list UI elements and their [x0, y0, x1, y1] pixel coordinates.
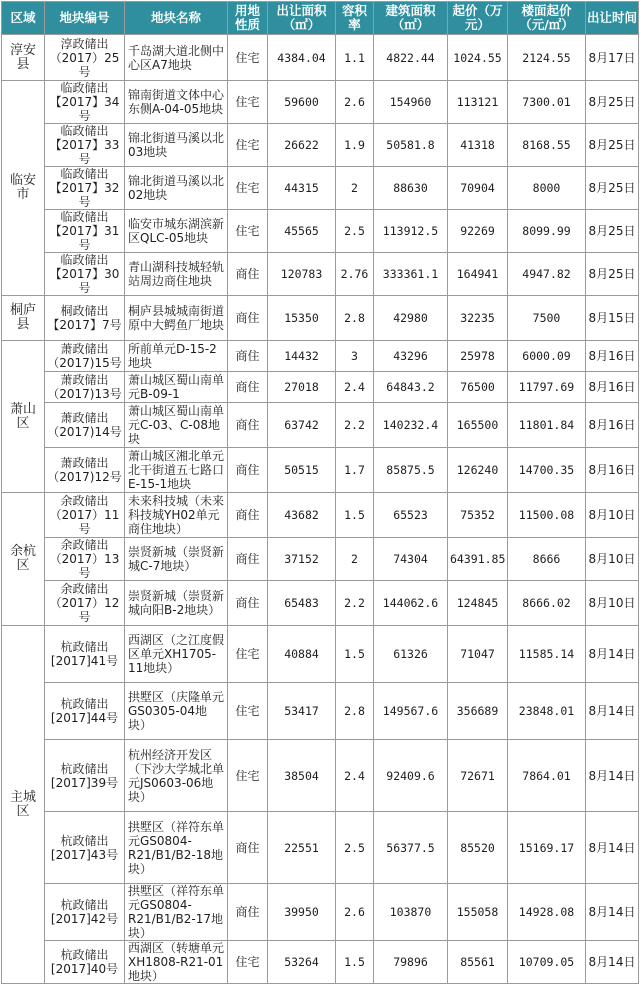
- area-cell: 14432: [268, 341, 336, 372]
- land-use-cell: 商住: [228, 372, 268, 403]
- floor-area-cell: 85875.5: [374, 448, 448, 493]
- plot-code-cell: 临政储出【2017】31号: [45, 210, 125, 253]
- plot-code-cell: 杭政储出[2017]39号: [45, 740, 125, 812]
- plot-name-cell: 所前单元D-15-2地块: [125, 341, 228, 372]
- table-row: [2, 448, 639, 493]
- start-price-cell: 85561: [448, 941, 508, 984]
- plot-ratio-cell: 2.6: [336, 884, 374, 941]
- land-use-cell: 商住: [228, 581, 268, 626]
- header-col-plot-ratio: 容积率: [336, 2, 374, 35]
- plot-name-cell: 萧山城区蜀山南单元C-03、C-08地块: [125, 403, 228, 448]
- plot-name-cell: 萧山城区湘北单元北干街道五七路口E-15-1地块: [125, 448, 228, 493]
- plot-code-cell: 萧政储出（2017)15号: [45, 341, 125, 372]
- plot-code-cell: 杭政储出[2017]40号: [45, 941, 125, 984]
- plot-code-cell: 桐政储出【2017】7号: [45, 296, 125, 341]
- floor-price-cell: 10709.05: [508, 941, 586, 984]
- plot-name-cell: 锦南街道文体中心东侧A-04-05地块: [125, 81, 228, 124]
- date-cell: 8月16日: [586, 372, 639, 403]
- plot-code-cell: 萧政储出（2017)13号: [45, 372, 125, 403]
- plot-code-cell: 余政储出（2017）11号: [45, 493, 125, 538]
- region-cell: 余杭区: [2, 493, 45, 626]
- date-cell: 8月25日: [586, 167, 639, 210]
- floor-price-cell: 15169.17: [508, 812, 586, 884]
- region-cell: 淳安县: [2, 35, 45, 81]
- plot-name-cell: 临安市城东湖滨新区QLC-05地块: [125, 210, 228, 253]
- date-cell: 8月25日: [586, 124, 639, 167]
- area-cell: 43682: [268, 493, 336, 538]
- floor-price-cell: 11797.69: [508, 372, 586, 403]
- plot-ratio-cell: 1.5: [336, 941, 374, 984]
- floor-area-cell: 61326: [374, 626, 448, 683]
- area-cell: 22551: [268, 812, 336, 884]
- table-row: [2, 493, 639, 538]
- area-cell: 44315: [268, 167, 336, 210]
- plot-ratio-cell: 1.9: [336, 124, 374, 167]
- area-cell: 50515: [268, 448, 336, 493]
- area-cell: 15350: [268, 296, 336, 341]
- floor-area-cell: 92409.6: [374, 740, 448, 812]
- plot-name-cell: 萧山城区蜀山南单元B-09-1: [125, 372, 228, 403]
- date-cell: 8月25日: [586, 253, 639, 296]
- land-use-cell: 商住: [228, 253, 268, 296]
- floor-area-cell: 140232.4: [374, 403, 448, 448]
- land-use-cell: 商住: [228, 296, 268, 341]
- land-use-cell: 商住: [228, 403, 268, 448]
- land-use-cell: 住宅: [228, 740, 268, 812]
- floor-area-cell: 144062.6: [374, 581, 448, 626]
- area-cell: 4384.04: [268, 35, 336, 81]
- start-price-cell: 164941: [448, 253, 508, 296]
- start-price-cell: 76500: [448, 372, 508, 403]
- plot-ratio-cell: 2.2: [336, 581, 374, 626]
- floor-price-cell: 8666.02: [508, 581, 586, 626]
- area-cell: 45565: [268, 210, 336, 253]
- start-price-cell: 356689: [448, 683, 508, 740]
- plot-code-cell: 杭政储出[2017]42号: [45, 884, 125, 941]
- header-col-land-use: 用地性质: [228, 2, 268, 35]
- table-row: [2, 81, 639, 124]
- plot-name-cell: 拱墅区（祥符东单元GS0804-R21/B1/B2-17地块）: [125, 884, 228, 941]
- plot-ratio-cell: 2: [336, 538, 374, 581]
- header-col-region: 区域: [2, 2, 45, 35]
- floor-price-cell: 14928.08: [508, 884, 586, 941]
- plot-code-cell: 临政储出【2017】32号: [45, 167, 125, 210]
- floor-area-cell: 79896: [374, 941, 448, 984]
- start-price-cell: 85520: [448, 812, 508, 884]
- floor-price-cell: 6000.09: [508, 341, 586, 372]
- region-cell: 主城区: [2, 626, 45, 984]
- table-row: [2, 403, 639, 448]
- start-price-cell: 155058: [448, 884, 508, 941]
- floor-price-cell: 23848.01: [508, 683, 586, 740]
- floor-area-cell: 42980: [374, 296, 448, 341]
- start-price-cell: 64391.85: [448, 538, 508, 581]
- start-price-cell: 92269: [448, 210, 508, 253]
- area-cell: 26622: [268, 124, 336, 167]
- plot-code-cell: 萧政储出（2017)14号: [45, 403, 125, 448]
- plot-ratio-cell: 2: [336, 167, 374, 210]
- plot-ratio-cell: 2.76: [336, 253, 374, 296]
- header-col-floor-area: 建筑面积（㎡）: [374, 2, 448, 35]
- plot-ratio-cell: 2.5: [336, 210, 374, 253]
- plot-name-cell: 拱墅区（庆隆单元GS0305-04地块）: [125, 683, 228, 740]
- floor-price-cell: 11801.84: [508, 403, 586, 448]
- start-price-cell: 25978: [448, 341, 508, 372]
- area-cell: 53417: [268, 683, 336, 740]
- floor-price-cell: 11585.14: [508, 626, 586, 683]
- date-cell: 8月15日: [586, 296, 639, 341]
- floor-area-cell: 113912.5: [374, 210, 448, 253]
- plot-name-cell: 崇贤新城（崇贤新城C-7地块）: [125, 538, 228, 581]
- table-row: [2, 296, 639, 341]
- date-cell: 8月14日: [586, 626, 639, 683]
- start-price-cell: 41318: [448, 124, 508, 167]
- land-use-cell: 商住: [228, 341, 268, 372]
- header-col-date: 出让时间: [586, 2, 639, 35]
- header-col-area: 出让面积（㎡）: [268, 2, 336, 35]
- plot-ratio-cell: 1.5: [336, 626, 374, 683]
- plot-name-cell: 桐庐县城城南街道原中大鳄鱼厂地块: [125, 296, 228, 341]
- plot-name-cell: 锦北街道马溪以北02地块: [125, 167, 228, 210]
- plot-code-cell: 淳政储出（2017）25号: [45, 35, 125, 81]
- plot-name-cell: 西湖区（之江度假区单元XH1705-11地块）: [125, 626, 228, 683]
- start-price-cell: 113121: [448, 81, 508, 124]
- start-price-cell: 75352: [448, 493, 508, 538]
- region-cell: 萧山区: [2, 341, 45, 493]
- plot-code-cell: 杭政储出[2017]43号: [45, 812, 125, 884]
- floor-price-cell: 8099.99: [508, 210, 586, 253]
- table-row: [2, 253, 639, 296]
- plot-code-cell: 杭政储出[2017]41号: [45, 626, 125, 683]
- area-cell: 37152: [268, 538, 336, 581]
- start-price-cell: 71047: [448, 626, 508, 683]
- floor-area-cell: 65523: [374, 493, 448, 538]
- floor-price-cell: 11500.08: [508, 493, 586, 538]
- plot-ratio-cell: 2.8: [336, 296, 374, 341]
- plot-code-cell: 余政储出（2017）13号: [45, 538, 125, 581]
- table-row: [2, 35, 639, 81]
- table-row: [2, 581, 639, 626]
- area-cell: 39950: [268, 884, 336, 941]
- area-cell: 65483: [268, 581, 336, 626]
- plot-name-cell: 千岛湖大道北侧中心区A7地块: [125, 35, 228, 81]
- floor-area-cell: 333361.1: [374, 253, 448, 296]
- land-use-cell: 商住: [228, 538, 268, 581]
- land-use-cell: 住宅: [228, 941, 268, 984]
- table-header-row: [2, 2, 639, 35]
- land-use-cell: 住宅: [228, 81, 268, 124]
- plot-ratio-cell: 2.4: [336, 740, 374, 812]
- plot-name-cell: 西湖区（转塘单元XH1808-R21-01地块）: [125, 941, 228, 984]
- plot-code-cell: 余政储出（2017）12号: [45, 581, 125, 626]
- table-row: [2, 124, 639, 167]
- floor-area-cell: 50581.8: [374, 124, 448, 167]
- floor-price-cell: 7300.01: [508, 81, 586, 124]
- table-row: [2, 210, 639, 253]
- area-cell: 27018: [268, 372, 336, 403]
- table-row: [2, 167, 639, 210]
- area-cell: 59600: [268, 81, 336, 124]
- date-cell: 8月16日: [586, 448, 639, 493]
- header-col-floor-price: 楼面起价（元/㎡）: [508, 2, 586, 35]
- floor-price-cell: 7864.01: [508, 740, 586, 812]
- start-price-cell: 126240: [448, 448, 508, 493]
- start-price-cell: 124845: [448, 581, 508, 626]
- start-price-cell: 165500: [448, 403, 508, 448]
- date-cell: 8月17日: [586, 35, 639, 81]
- table-row: [2, 626, 639, 683]
- header-col-plot-code: 地块编号: [45, 2, 125, 35]
- table-row: [2, 941, 639, 984]
- plot-ratio-cell: 2.6: [336, 81, 374, 124]
- table-row: [2, 683, 639, 740]
- plot-code-cell: 临政储出【2017】34号: [45, 81, 125, 124]
- land-use-cell: 住宅: [228, 683, 268, 740]
- land-use-cell: 住宅: [228, 167, 268, 210]
- date-cell: 8月10日: [586, 493, 639, 538]
- plot-name-cell: 锦北街道马溪以北03地块: [125, 124, 228, 167]
- date-cell: 8月14日: [586, 740, 639, 812]
- plot-ratio-cell: 1.7: [336, 448, 374, 493]
- start-price-cell: 72671: [448, 740, 508, 812]
- floor-area-cell: 4822.44: [374, 35, 448, 81]
- date-cell: 8月14日: [586, 884, 639, 941]
- plot-code-cell: 临政储出【2017】33号: [45, 124, 125, 167]
- date-cell: 8月25日: [586, 81, 639, 124]
- area-cell: 120783: [268, 253, 336, 296]
- floor-price-cell: 8000: [508, 167, 586, 210]
- floor-area-cell: 43296: [374, 341, 448, 372]
- start-price-cell: 32235: [448, 296, 508, 341]
- date-cell: 8月10日: [586, 538, 639, 581]
- plot-ratio-cell: 2.2: [336, 403, 374, 448]
- header-col-start-price: 起价（万元）: [448, 2, 508, 35]
- date-cell: 8月25日: [586, 210, 639, 253]
- table-row: [2, 341, 639, 372]
- start-price-cell: 1024.55: [448, 35, 508, 81]
- floor-price-cell: 4947.82: [508, 253, 586, 296]
- land-use-cell: 住宅: [228, 626, 268, 683]
- plot-name-cell: 未来科技城（未来科技城YH02单元商住地块）: [125, 493, 228, 538]
- floor-price-cell: 8666: [508, 538, 586, 581]
- date-cell: 8月16日: [586, 403, 639, 448]
- floor-area-cell: 74304: [374, 538, 448, 581]
- area-cell: 40884: [268, 626, 336, 683]
- table-row: [2, 538, 639, 581]
- plot-ratio-cell: 1.5: [336, 493, 374, 538]
- floor-area-cell: 103870: [374, 884, 448, 941]
- floor-area-cell: 64843.2: [374, 372, 448, 403]
- region-cell: 临安市: [2, 81, 45, 296]
- header-col-plot-name: 地块名称: [125, 2, 228, 35]
- land-use-cell: 住宅: [228, 124, 268, 167]
- date-cell: 8月14日: [586, 941, 639, 984]
- floor-area-cell: 149567.6: [374, 683, 448, 740]
- land-use-cell: 商住: [228, 493, 268, 538]
- table-row: [2, 740, 639, 812]
- land-auction-table: [1, 1, 639, 984]
- date-cell: 8月14日: [586, 812, 639, 884]
- floor-price-cell: 8168.55: [508, 124, 586, 167]
- land-use-cell: 商住: [228, 884, 268, 941]
- plot-ratio-cell: 2.4: [336, 372, 374, 403]
- area-cell: 38504: [268, 740, 336, 812]
- start-price-cell: 70904: [448, 167, 508, 210]
- plot-code-cell: 萧政储出（2017)12号: [45, 448, 125, 493]
- date-cell: 8月16日: [586, 341, 639, 372]
- floor-price-cell: 7500: [508, 296, 586, 341]
- plot-code-cell: 杭政储出[2017]44号: [45, 683, 125, 740]
- floor-price-cell: 14700.35: [508, 448, 586, 493]
- table-row: [2, 812, 639, 884]
- plot-name-cell: 青山湖科技城轻轨站周边商住地块: [125, 253, 228, 296]
- area-cell: 53264: [268, 941, 336, 984]
- land-use-cell: 住宅: [228, 35, 268, 81]
- plot-ratio-cell: 3: [336, 341, 374, 372]
- date-cell: 8月10日: [586, 581, 639, 626]
- plot-ratio-cell: 2.5: [336, 812, 374, 884]
- plot-name-cell: 杭州经济开发区（下沙大学城北单元JS0603-06地块）: [125, 740, 228, 812]
- floor-price-cell: 2124.55: [508, 35, 586, 81]
- table-body: [2, 35, 639, 984]
- plot-ratio-cell: 2.8: [336, 683, 374, 740]
- land-use-cell: 商住: [228, 448, 268, 493]
- plot-ratio-cell: 1.1: [336, 35, 374, 81]
- plot-name-cell: 崇贤新城（崇贤新城向阳B-2地块）: [125, 581, 228, 626]
- floor-area-cell: 56377.5: [374, 812, 448, 884]
- plot-code-cell: 临政储出【2017】30号: [45, 253, 125, 296]
- table-row: [2, 372, 639, 403]
- plot-name-cell: 拱墅区（祥符东单元GS0804-R21/B1/B2-18地块）: [125, 812, 228, 884]
- floor-area-cell: 88630: [374, 167, 448, 210]
- region-cell: 桐庐县: [2, 296, 45, 341]
- date-cell: 8月14日: [586, 683, 639, 740]
- table-row: [2, 884, 639, 941]
- floor-area-cell: 154960: [374, 81, 448, 124]
- land-use-cell: 住宅: [228, 210, 268, 253]
- land-use-cell: 商住: [228, 812, 268, 884]
- area-cell: 63742: [268, 403, 336, 448]
